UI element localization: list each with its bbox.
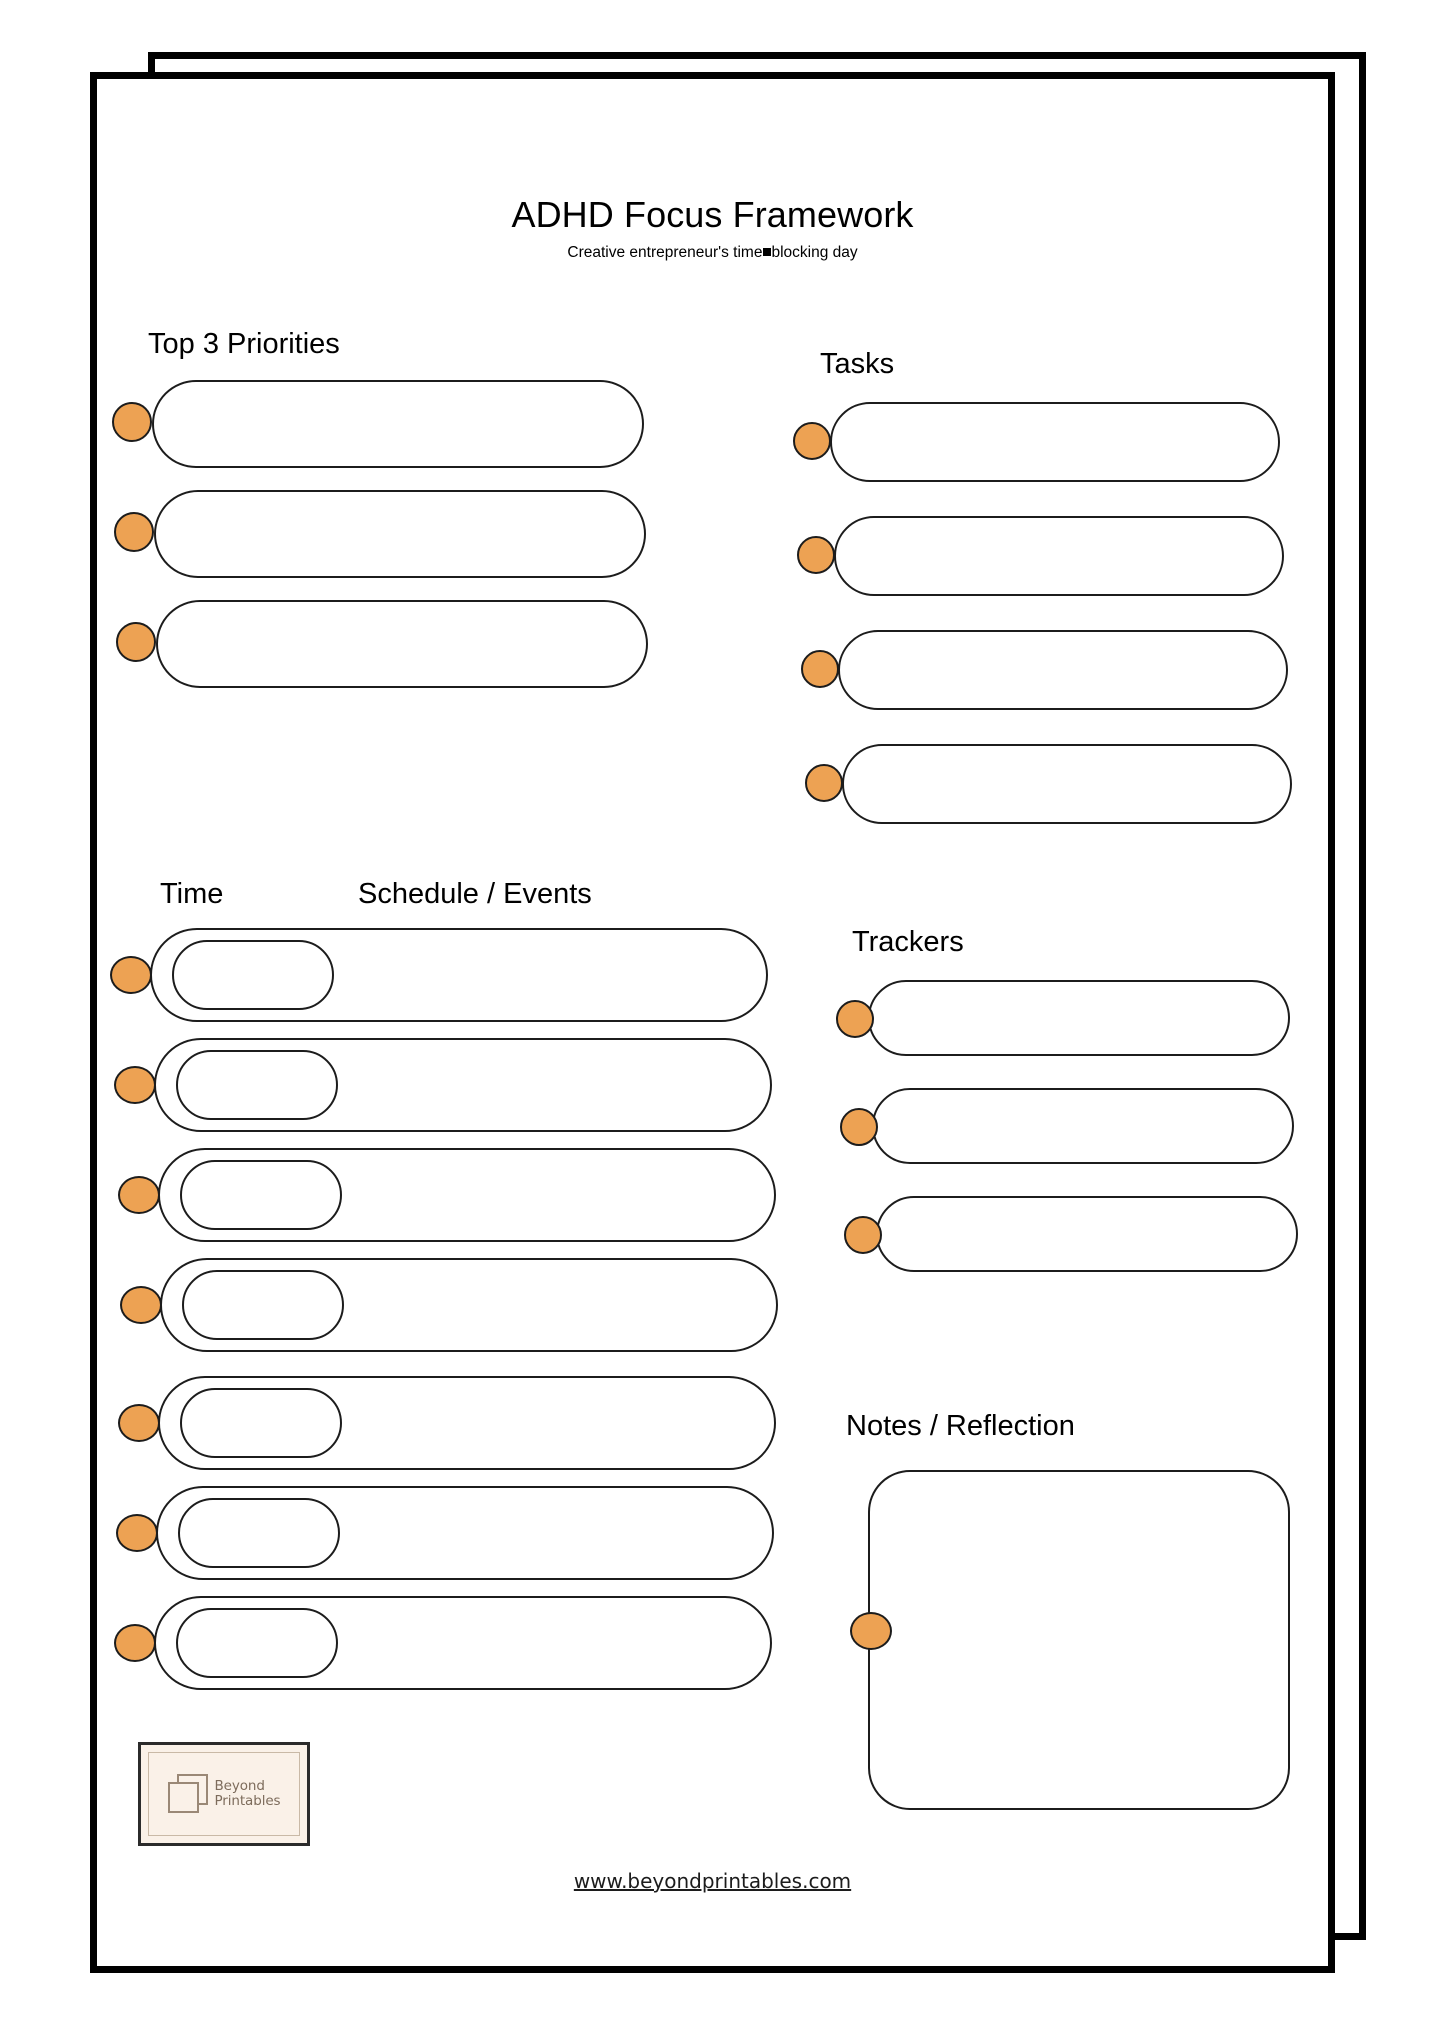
schedule-time-slot[interactable]	[180, 1388, 342, 1458]
tracker-row[interactable]	[868, 980, 1290, 1056]
priority-row[interactable]	[154, 490, 646, 578]
schedule-marker-dot	[114, 1066, 156, 1104]
tracker-marker-dot	[840, 1108, 878, 1146]
section-title-priorities: Top 3 Priorities	[148, 328, 340, 360]
tracker-row[interactable]	[872, 1088, 1294, 1164]
schedule-marker-dot	[114, 1624, 156, 1662]
page-content	[90, 72, 1335, 1973]
schedule-time-slot[interactable]	[178, 1498, 340, 1568]
section-title-trackers: Trackers	[852, 926, 964, 958]
schedule-marker-dot	[116, 1514, 158, 1552]
schedule-time-slot[interactable]	[180, 1160, 342, 1230]
tracker-row[interactable]	[876, 1196, 1298, 1272]
notes-area[interactable]	[868, 1470, 1290, 1810]
schedule-time-slot[interactable]	[176, 1050, 338, 1120]
task-marker-dot	[805, 764, 843, 802]
priority-row[interactable]	[156, 600, 648, 688]
brand-logo-line1: Beyond	[214, 1777, 265, 1794]
footer-website-url[interactable]: www.beyondprintables.com	[573, 1869, 852, 1893]
page-subtitle-before: Creative entrepreneur's time	[567, 244, 763, 261]
brand-logo-line2: Printables	[214, 1793, 281, 1809]
schedule-time-slot[interactable]	[172, 940, 334, 1010]
schedule-marker-dot	[118, 1404, 160, 1442]
notes-marker-dot	[850, 1612, 892, 1650]
brand-logo-badge	[138, 1742, 310, 1846]
task-row[interactable]	[830, 402, 1280, 482]
brand-logo-content	[141, 1745, 307, 1843]
schedule-marker-dot	[118, 1176, 160, 1214]
schedule-time-slot[interactable]	[182, 1270, 344, 1340]
missing-glyph-icon	[763, 248, 771, 256]
brand-logo-text	[215, 1779, 281, 1810]
stacked-pages-icon	[168, 1774, 208, 1814]
priority-marker-dot	[114, 512, 154, 552]
stacked-pages-front-square	[168, 1782, 199, 1813]
schedule-time-slot[interactable]	[176, 1608, 338, 1678]
task-row[interactable]	[838, 630, 1288, 710]
task-marker-dot	[793, 422, 831, 460]
priority-marker-dot	[116, 622, 156, 662]
page-title: ADHD Focus Framework	[511, 194, 914, 235]
task-marker-dot	[801, 650, 839, 688]
priority-row[interactable]	[152, 380, 644, 468]
schedule-marker-dot	[110, 956, 152, 994]
schedule-marker-dot	[120, 1286, 162, 1324]
page-subtitle-after: blocking day	[771, 244, 858, 261]
section-title-notes: Notes / Reflection	[846, 1410, 1075, 1442]
task-marker-dot	[797, 536, 835, 574]
priority-marker-dot	[112, 402, 152, 442]
section-title-time: Time	[160, 878, 224, 910]
tracker-marker-dot	[844, 1216, 882, 1254]
task-row[interactable]	[834, 516, 1284, 596]
tracker-marker-dot	[836, 1000, 874, 1038]
section-title-tasks: Tasks	[820, 348, 895, 380]
page-subtitle	[90, 244, 1335, 262]
task-row[interactable]	[842, 744, 1292, 824]
section-title-schedule: Schedule / Events	[358, 878, 592, 910]
